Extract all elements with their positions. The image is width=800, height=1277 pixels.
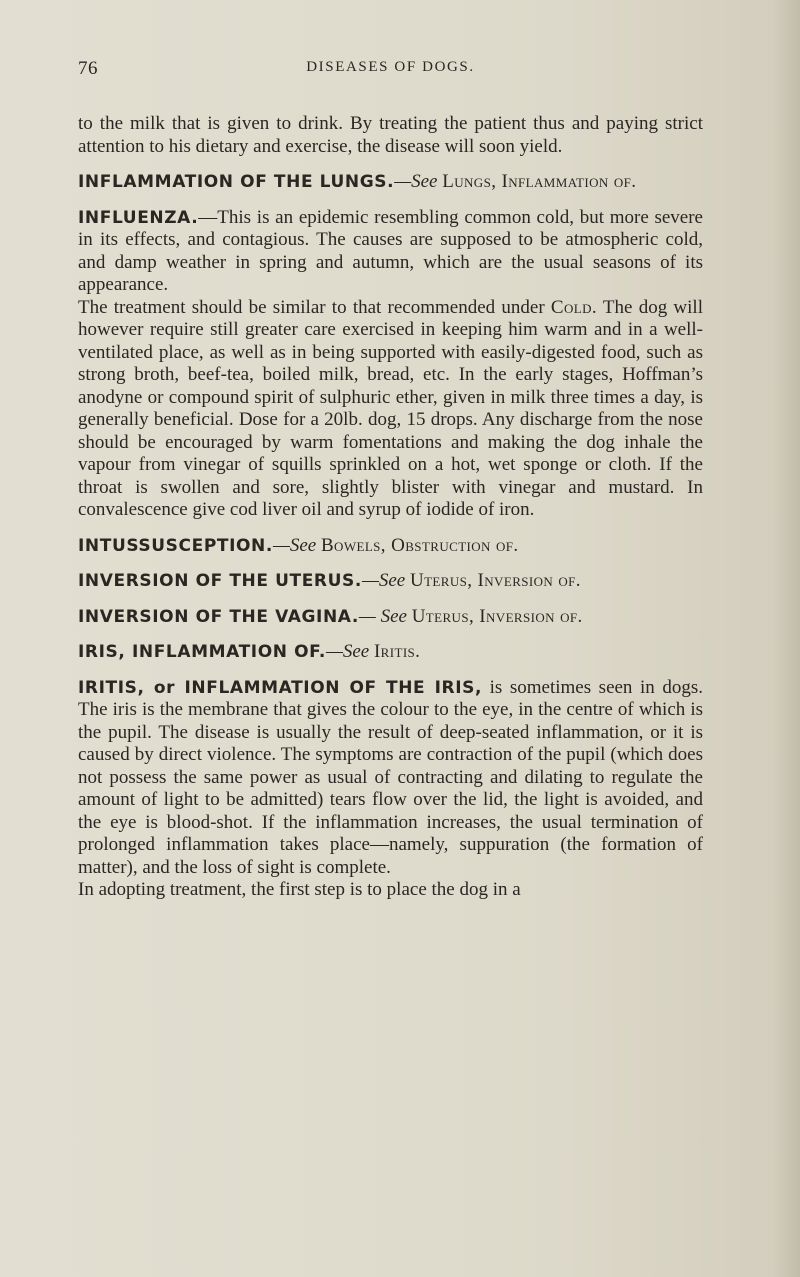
entry-inflammation-of-the-lungs	[78, 171, 703, 194]
see-reference-label: —See	[325, 641, 370, 662]
page-body	[78, 113, 703, 902]
entry-term: INTUSSUSCEPTION.	[78, 535, 273, 556]
cross-reference: Uterus, Inversion of.	[411, 605, 583, 627]
entry-inversion-of-the-vagina	[78, 606, 703, 629]
page-number: 76	[78, 58, 98, 79]
entry-text: The treatment should be similar to that recommended under	[78, 296, 545, 318]
entry-term: IRIS, INFLAMMATION OF.	[78, 642, 326, 662]
entry-text: —This is an epidemic resembling common cold, but more severe in its effects, and contagious. The causes are supposed to be atmospheric cold, and damp weather in spring and autumn, which are the usual seasons of its appearance.	[78, 206, 703, 295]
see-reference-label: —See	[361, 570, 406, 591]
entry-text: The dog will however require still greater care exercised in keeping him warm and in a well-ventilated place, as well as in being supported with easily-digested food, such as strong broth, beef-tea, boiled milk, bread, etc. In the early stages, Hoffman’s anodyne or compound spirit of sulphuric ether, given in milk three times a day, is generally beneficial. Dose for a 20lb. dog, 15 drops. Any discharge from the nose should be encouraged by warm fomentations and making the dog inhale the vapour from vinegar of squills sprinkled on a hot, wet sponge or cloth. If the throat is swollen and sore, slightly blister with vinegar and mustard. In convalescence give cod liver oil and syrup of iodide of iron.	[78, 296, 703, 520]
entry-intussusception	[78, 535, 703, 558]
entry-iris-inflammation	[78, 641, 703, 664]
cross-reference: Uterus, Inversion of.	[409, 570, 581, 591]
cross-reference: Bowels, Obstruction of.	[320, 534, 519, 556]
iritis-treatment-paragraph: In adopting treatment, the first step is to place the dog in a	[78, 879, 521, 900]
see-reference-label: —See	[394, 171, 438, 192]
entry-term: IRITIS, or INFLAMMATION OF THE IRIS,	[78, 677, 483, 698]
see-reference-label: — See	[358, 605, 407, 627]
cross-reference: Cold.	[550, 296, 598, 318]
page-header	[78, 58, 703, 86]
entry-influenza	[78, 207, 703, 297]
entry-inversion-of-the-uterus	[78, 570, 703, 593]
entry-text: is sometimes seen in dogs. The iris is the membrane that gives the colour to the eye, in the centre of which is the pupil. The disease is usually the result of deep-seated inflammation, or it is caused by direct violence. The symptoms are contraction of the pupil (which does not possess the same power as usual of contracting and dilating to regulate the amount of light to be admitted) tears flow over the lid, the light is avoided, and the eye is blood-shot. If the inflammation increases, the usual termination of prolonged inflammation takes place—namely, suppuration (the formation of matter), and the loss of sight is complete.	[78, 676, 703, 878]
cross-reference: Iritis.	[373, 641, 421, 662]
entry-iritis	[78, 677, 703, 880]
entry-term: INVERSION OF THE UTERUS.	[78, 571, 362, 591]
continued-paragraph: to the milk that is given to drink. By treating the patient thus and paying strict attention to his dietary and exercise, the disease will soon yield.	[78, 113, 703, 157]
page-edge-shadow	[772, 0, 800, 1277]
see-reference-label: —See	[272, 534, 317, 556]
influenza-treatment-paragraph	[78, 297, 703, 522]
entry-term: INVERSION OF THE VAGINA.	[78, 606, 359, 627]
cross-reference: Lungs, Inflammation of.	[442, 171, 637, 192]
entry-term: INFLUENZA.	[78, 207, 199, 228]
entry-term: INFLAMMATION OF THE LUNGS.	[78, 172, 395, 192]
running-head: DISEASES OF DOGS.	[306, 59, 475, 75]
